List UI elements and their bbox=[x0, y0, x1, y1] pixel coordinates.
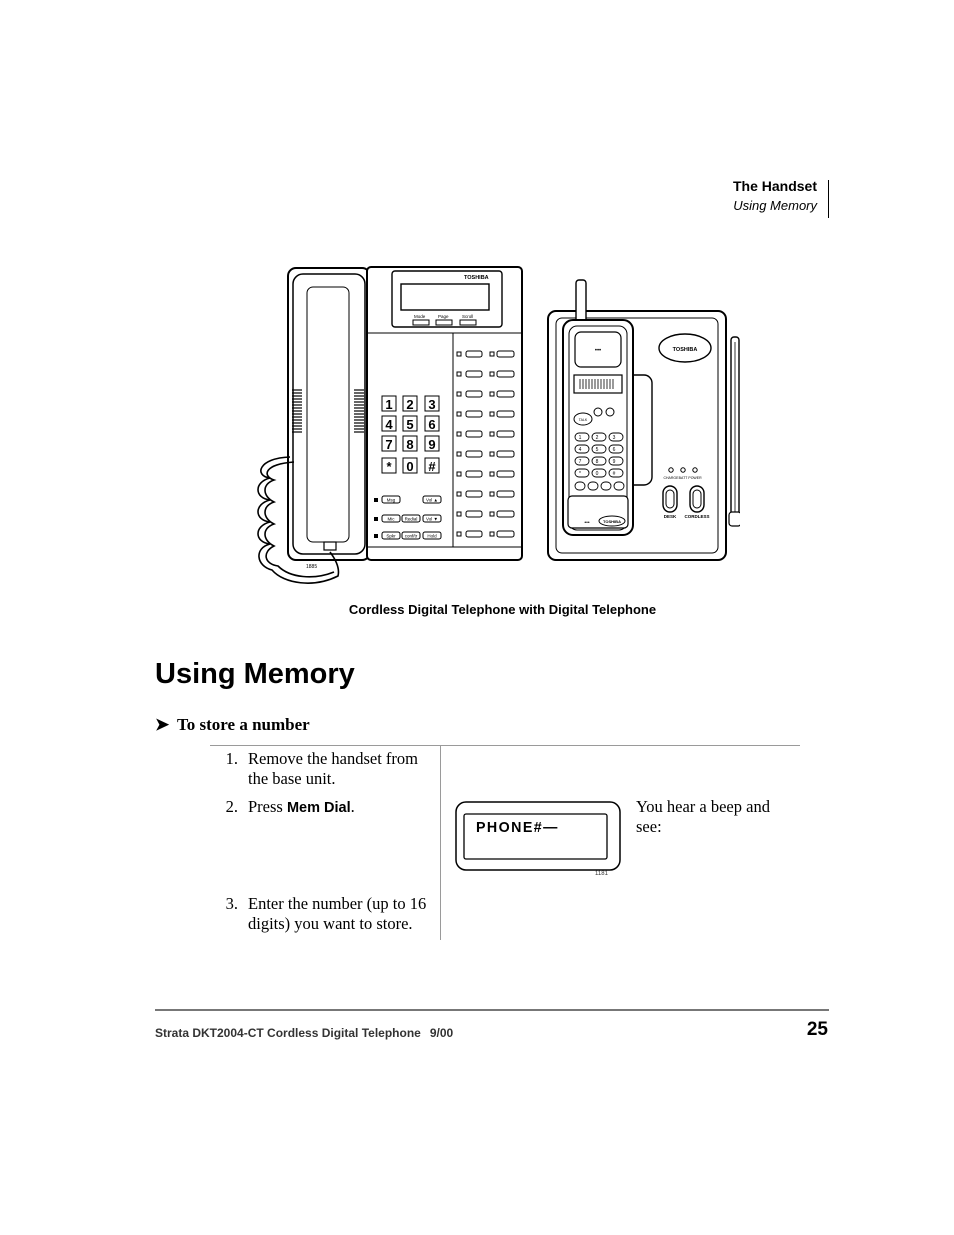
procedure-heading bbox=[155, 715, 310, 735]
footer-rule bbox=[155, 1009, 829, 1011]
page-number: 25 bbox=[806, 1019, 828, 1040]
svg-text:9: 9 bbox=[428, 437, 436, 452]
svg-text:conf/tr: conf/tr bbox=[404, 533, 418, 539]
step-number: 3. bbox=[225, 894, 238, 913]
figure-code: 1181 bbox=[595, 871, 608, 877]
svg-text:Mic: Mic bbox=[387, 516, 395, 522]
step-number: 1. bbox=[225, 749, 238, 768]
svg-text:Mode: Mode bbox=[414, 314, 426, 319]
step-result: You hear a beep and see: bbox=[636, 797, 770, 836]
step-text: Enter the number (up to 16 digits) you want to store. bbox=[248, 894, 427, 933]
svg-text:Msg: Msg bbox=[386, 497, 396, 503]
svg-text:#: # bbox=[612, 471, 616, 477]
svg-text:•••: ••• bbox=[584, 520, 590, 526]
telephones-drawing bbox=[250, 262, 740, 592]
svg-text:4: 4 bbox=[385, 417, 393, 432]
table-column-rule bbox=[440, 746, 441, 940]
svg-text:TOSHIBA: TOSHIBA bbox=[464, 275, 489, 281]
step-text: Remove the handset from the base unit. bbox=[248, 749, 418, 788]
svg-text:7: 7 bbox=[578, 459, 582, 465]
svg-text:*: * bbox=[386, 459, 392, 474]
svg-text:0: 0 bbox=[406, 459, 414, 474]
svg-text:3: 3 bbox=[428, 397, 436, 412]
svg-text:•••: ••• bbox=[594, 348, 602, 354]
book-title: Strata DKT2004-CT Cordless Digital Telephone bbox=[155, 1026, 421, 1040]
desk-phone-lcd bbox=[401, 284, 489, 310]
svg-text:DESK: DESK bbox=[663, 514, 677, 519]
svg-text:7: 7 bbox=[385, 437, 393, 452]
svg-text:6: 6 bbox=[612, 447, 616, 453]
svg-text:9: 9 bbox=[612, 459, 616, 465]
running-header bbox=[733, 178, 817, 217]
svg-text:#: # bbox=[428, 459, 436, 474]
svg-text:8: 8 bbox=[595, 459, 599, 465]
svg-text:Page: Page bbox=[438, 314, 449, 319]
svg-text:4: 4 bbox=[578, 447, 582, 453]
page-title: Using Memory bbox=[155, 658, 355, 690]
svg-text:Hold: Hold bbox=[427, 533, 437, 539]
lcd-display bbox=[455, 801, 621, 871]
footer-text bbox=[155, 1026, 453, 1040]
svg-text:5: 5 bbox=[406, 417, 414, 432]
svg-text:0: 0 bbox=[595, 471, 599, 477]
svg-text:2: 2 bbox=[595, 435, 599, 441]
svg-text:1: 1 bbox=[578, 435, 582, 441]
section-title: Using Memory bbox=[733, 198, 817, 213]
svg-text:8: 8 bbox=[406, 437, 414, 452]
step-number: 2. bbox=[225, 797, 238, 816]
chapter-title: The Handset bbox=[732, 178, 817, 194]
svg-text:POWER: POWER bbox=[688, 476, 702, 480]
svg-text:5: 5 bbox=[595, 447, 599, 453]
phone-illustration bbox=[250, 262, 740, 592]
table-top-rule bbox=[210, 745, 800, 746]
edition-date: 9/00 bbox=[429, 1026, 454, 1040]
svg-text:Vol ▼: Vol ▼ bbox=[426, 516, 438, 522]
svg-text:TOSHIBA: TOSHIBA bbox=[672, 347, 698, 353]
svg-text:1: 1 bbox=[385, 397, 393, 412]
svg-text:Scroll: Scroll bbox=[462, 314, 474, 319]
svg-text:Vol ▲: Vol ▲ bbox=[426, 497, 438, 503]
svg-text:Redial: Redial bbox=[404, 516, 418, 522]
arrow-right-icon: ➤ bbox=[155, 715, 170, 734]
svg-text:Spkr: Spkr bbox=[386, 533, 396, 539]
step-text: Press Mem Dial. bbox=[248, 797, 355, 816]
svg-text:CORDLESS: CORDLESS bbox=[684, 514, 710, 519]
svg-text:6: 6 bbox=[428, 417, 436, 432]
lcd-text: PHONE#— bbox=[476, 819, 559, 836]
svg-text:1885: 1885 bbox=[306, 564, 318, 570]
svg-text:3: 3 bbox=[612, 435, 616, 441]
svg-text:TOSHIBA: TOSHIBA bbox=[603, 519, 621, 524]
svg-text:*: * bbox=[579, 471, 581, 477]
figure-caption: Cordless Digital Telephone with Digital Telephone bbox=[348, 602, 657, 617]
procedure-heading-text: To store a number bbox=[177, 715, 310, 734]
svg-text:CHARGE: CHARGE bbox=[663, 476, 679, 480]
svg-text:2: 2 bbox=[406, 397, 414, 412]
svg-text:BATT: BATT bbox=[678, 476, 688, 480]
svg-text:TALK: TALK bbox=[578, 418, 588, 422]
header-rule bbox=[828, 180, 829, 218]
mem-dial-key: Mem Dial bbox=[286, 800, 351, 816]
